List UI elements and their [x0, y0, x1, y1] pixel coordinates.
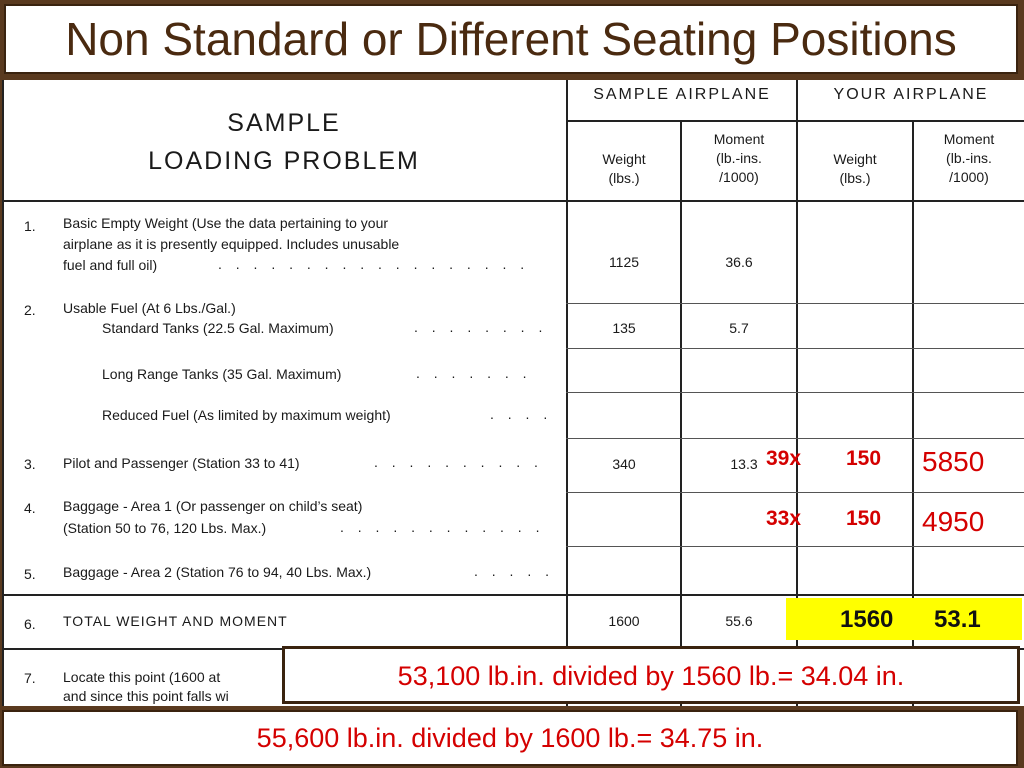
col-header-weight-sample: Weight (lbs.)	[602, 151, 646, 186]
leader-dots: . . . . . . . .	[414, 319, 548, 335]
pilot-calc-station: 39x	[766, 447, 802, 470]
baggage-calc-weight: 150	[846, 507, 882, 530]
col-header-moment-sample: Moment (lb.-ins. /1000)	[713, 131, 765, 185]
header-bottom-line	[2, 200, 1024, 202]
group-header-line	[566, 120, 1024, 122]
total-highlight-box	[786, 598, 1022, 640]
total-top-line	[2, 594, 1024, 596]
row-description: Reduced Fuel (As limited by maximum weight)	[102, 407, 391, 423]
row-number: 4.	[24, 500, 36, 516]
group-header-yours: YOUR AIRPLANE	[833, 86, 989, 103]
sample-weight-value: 1600	[608, 613, 640, 629]
row-sep-6	[566, 546, 1024, 547]
row-description: airplane as it is presently equipped. Includes unusable	[63, 236, 400, 252]
sample-cg-calculation-box	[2, 710, 1018, 766]
row-sep-4	[566, 438, 1024, 439]
row-number: 3.	[24, 456, 36, 472]
row-sep-3	[566, 392, 1024, 393]
row-description: Locate this point (1600 at	[63, 669, 221, 685]
row-number: 7.	[24, 670, 36, 686]
col-header-moment-yours: Moment (lb.-ins. /1000)	[943, 131, 995, 185]
row-number: 1.	[24, 218, 36, 234]
slide-title: Non Standard or Different Seating Positions	[65, 13, 957, 65]
row-description: and since this point falls wi	[63, 688, 229, 704]
baggage-calc-station: 33x	[766, 507, 802, 530]
col-header-weight-yours: Weight (lbs.)	[833, 151, 877, 186]
row-description: Basic Empty Weight (Use the data pertaining to your	[63, 215, 389, 231]
your-cg-calculation: 53,100 lb.in. divided by 1560 lb.= 34.04 in.	[397, 661, 905, 691]
total-weight-yours: 1560	[840, 606, 894, 633]
leader-dots: . . . . . . .	[416, 365, 532, 381]
title-box	[4, 4, 1018, 74]
row-number: 6.	[24, 616, 36, 632]
sample-moment-value: 55.6	[725, 613, 753, 629]
row-description: Baggage - Area 1 (Or passenger on child’s seat)	[63, 498, 363, 514]
row-description: (Station 50 to 76, 120 Lbs. Max.)	[63, 520, 267, 536]
total-moment-yours: 53.1	[934, 606, 981, 633]
sample-cg-calculation: 55,600 lb.in. divided by 1600 lb.= 34.75 in.	[256, 723, 764, 753]
group-header-sample: SAMPLE AIRPLANE	[593, 86, 771, 103]
your-cg-calculation-box	[282, 646, 1020, 704]
pilot-moment-annotation: 5850	[922, 446, 985, 477]
pilot-calc-weight: 150	[846, 447, 882, 470]
row-description: Standard Tanks (22.5 Gal. Maximum)	[102, 320, 334, 336]
leader-dots: . . . . .	[474, 563, 555, 579]
form-heading-line2: LOADING PROBLEM	[148, 147, 420, 175]
row-description: TOTAL WEIGHT AND MOMENT	[63, 613, 288, 629]
row-sep-5	[566, 492, 1024, 493]
row-number: 5.	[24, 566, 36, 582]
row-description: fuel and full oil)	[63, 257, 158, 273]
row-sep-1	[566, 303, 1024, 304]
form-heading-line1: SAMPLE	[227, 109, 341, 137]
row-description: Pilot and Passenger (Station 33 to 41)	[63, 455, 300, 471]
row-number: 2.	[24, 302, 36, 318]
baggage-moment-annotation: 4950	[922, 506, 985, 537]
sample-weight-value: 1125	[608, 254, 640, 270]
sample-weight-value: 135	[612, 320, 636, 336]
leader-dots: . . . . . . . . . .	[374, 454, 543, 470]
row-description: Usable Fuel (At 6 Lbs./Gal.)	[63, 300, 236, 316]
leader-dots: . . . . . . . . . . . .	[340, 519, 545, 535]
row-description: Baggage - Area 2 (Station 76 to 94, 40 Lbs. Max.)	[63, 564, 372, 580]
sample-weight-value: 340	[612, 456, 636, 472]
sample-moment-value: 13.3	[730, 456, 758, 472]
leader-dots: . . . . . . . . . . . . . . . . . .	[218, 256, 530, 272]
row-sep-2	[566, 348, 1024, 349]
sample-moment-value: 36.6	[725, 254, 753, 270]
sample-moment-value: 5.7	[729, 320, 749, 336]
leader-dots: . . . .	[490, 406, 553, 422]
row-description: Long Range Tanks (35 Gal. Maximum)	[102, 366, 342, 382]
